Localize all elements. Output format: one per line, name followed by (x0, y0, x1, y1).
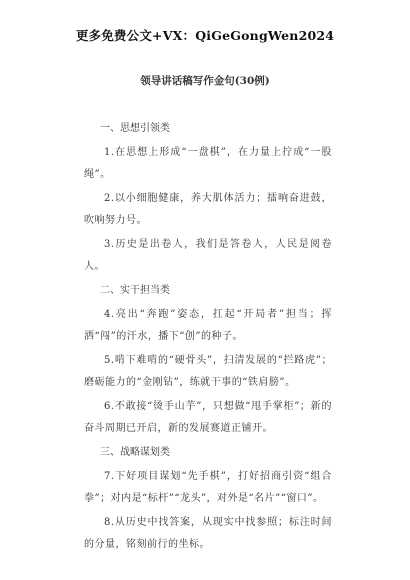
paragraph-3: 3.历史是出卷人，我们是答卷人，人民是阅卷人。 (84, 239, 332, 272)
paragraph-6: 6.不敢接“烫手山芋”，只想做“甩手掌柜”；新的奋斗周期已开启，新的发展赛道正铺开。 (84, 401, 332, 434)
paragraph-8: 8.从历史中找答案，从现实中找参照；标注时间的分量，铭刻前行的坐标。 (84, 517, 332, 550)
section-heading-2: 二、实干担当类 (100, 285, 170, 296)
document-title: 领导讲话稿写作金句(30例) (140, 75, 270, 87)
paragraph-4: 4.亮出“奔跑”姿态，扛起“开局者”担当；挥洒“闯”的汗水，播下“创”的种子。 (84, 309, 332, 342)
promo-banner: 更多免费公文+VX：QiGeGongWen2024 (75, 28, 335, 43)
section-heading-3: 三、战略谋划类 (100, 447, 170, 458)
paragraph-5: 5.啃下难啃的“硬骨头”，扫清发展的“拦路虎”；磨砺能力的“金刚钻”，练就干事的“铁肩膀”。 (84, 355, 332, 388)
paragraph-1: 1.在思想上形成“一盘棋”，在力量上拧成“一股绳”。 (84, 147, 332, 180)
paragraph-7: 7.下好项目谋划“先手棋”，打好招商引资“组合拳”；对内是“标杆”“龙头”，对外是“名片”“窗口”。 (84, 471, 332, 504)
paragraph-2: 2.以小细胞健康，养大肌体活力；擂响奋进鼓，吹响努力号。 (84, 193, 332, 226)
section-heading-1: 一、思想引领类 (100, 123, 170, 134)
document-body (84, 118, 332, 556)
